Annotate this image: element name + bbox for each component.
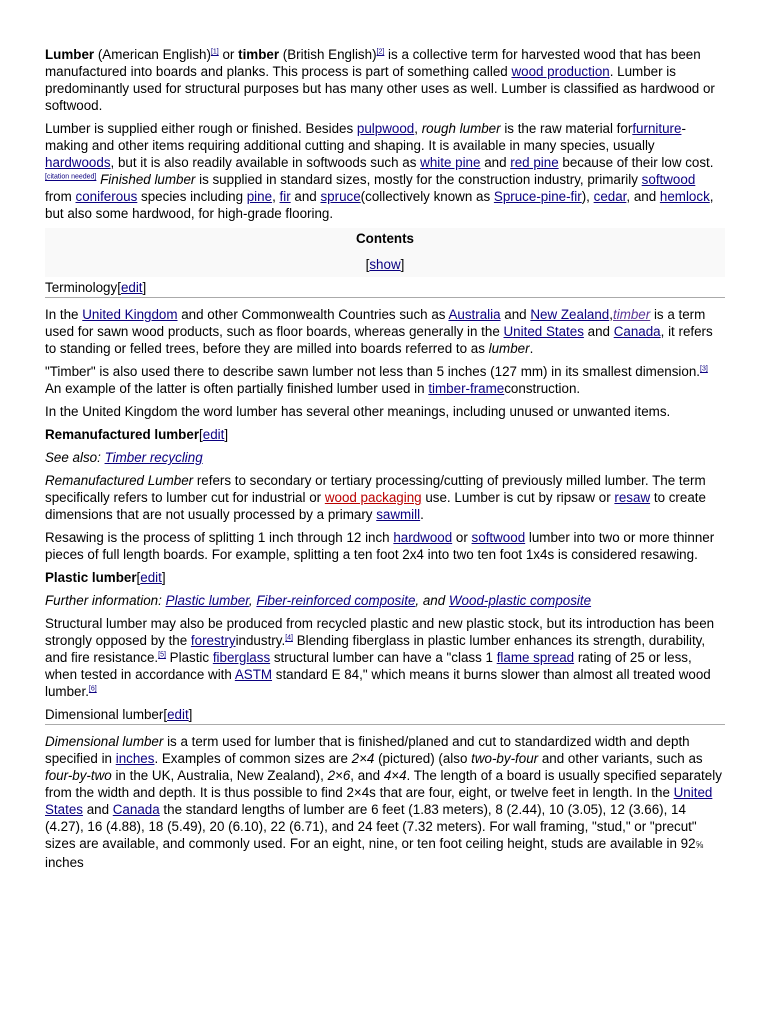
edit-link[interactable]: edit [140, 570, 162, 585]
term-dimensional: Dimensional lumber [45, 734, 164, 749]
text: inches [45, 855, 84, 870]
text: and other variants, such as [538, 751, 703, 766]
dimensional-paragraph-1 [45, 733, 725, 871]
bracket: [ [117, 280, 121, 295]
text: and [583, 324, 614, 339]
ref-3[interactable] [700, 366, 708, 373]
edit-section [199, 427, 228, 442]
link-new-zealand[interactable]: New Zealand [530, 307, 610, 322]
link-furniture[interactable]: furniture [632, 121, 682, 136]
bracket: [ [136, 570, 141, 585]
link-timber[interactable] [613, 307, 650, 322]
edit-link[interactable]: edit [202, 427, 225, 442]
term-lumber-italic: lumber [488, 341, 530, 356]
ref-4-link[interactable]: [4] [285, 634, 293, 642]
fraction: ⅝ [695, 840, 704, 850]
text: , [609, 307, 613, 322]
ref-6-link[interactable]: [6] [88, 685, 97, 693]
ref-4[interactable] [285, 635, 293, 642]
terminology-paragraph-3: In the United Kingdom the word lumber has several other meanings, including unused or unwanted items. [45, 404, 671, 419]
text: use. Lumber is cut by ripsaw or [421, 490, 615, 505]
remanufactured-paragraph-2 [45, 529, 725, 563]
term-remanufactured: Remanufactured Lumber [45, 473, 194, 488]
text: , but it is also readily available in softwoods such as [110, 155, 421, 170]
link-timber-text: timber [613, 307, 651, 322]
text: is supplied in standard sizes, mostly for the construction industry, primarily [195, 172, 642, 187]
link-united-kingdom[interactable]: United Kingdom [82, 307, 178, 322]
edit-section [137, 570, 166, 585]
link-cedar[interactable]: cedar [593, 189, 627, 204]
term-timber: timber [238, 47, 280, 62]
text: in the UK, Australia, New Zealand), [111, 768, 328, 783]
text: In the [45, 307, 83, 322]
text: refers to secondary or tertiary processing/cutting of previously milled lumber. The term specifically refers to lumber cut for industrial or [45, 473, 706, 505]
text: and [82, 802, 113, 817]
text: . Lumber is predominantly used for structural purposes but has many other uses as well. Lumber is classified as hardwood or softwood. [45, 64, 715, 113]
text: . [420, 507, 424, 522]
edit-link[interactable]: edit [120, 280, 143, 295]
link-resaw[interactable]: resaw [614, 490, 651, 505]
term-finished-lumber: Finished lumber [100, 172, 196, 187]
citation-needed-link[interactable]: [citation needed] [45, 173, 97, 181]
link-coniferous[interactable]: coniferous [75, 189, 138, 204]
text: -making and other items requiring additional cutting and shaping. It is available in many species, usually [45, 121, 686, 153]
link-wood-packaging[interactable]: wood packaging [324, 490, 422, 505]
text: and [500, 307, 531, 322]
link-pine[interactable]: pine [246, 189, 273, 204]
text: "Timber" is also used there to describe sawn lumber not less than 5 inches (127 mm) in its smallest dimension. [45, 364, 701, 379]
text: is a term used for sawn wood products, such as floor boards, whereas generally in the [45, 307, 706, 339]
link-canada[interactable]: Canada [613, 324, 661, 339]
link-united-states-2[interactable]: United States [45, 785, 713, 817]
text: (American English) [94, 47, 211, 62]
ref-5[interactable] [158, 652, 166, 659]
separator: , and [415, 593, 449, 608]
link-white-pine[interactable]: white pine [420, 155, 481, 170]
text: Lumber is supplied either rough or finished. Besides [45, 121, 357, 136]
text: Structural lumber may also be produced from recycled plastic and new plastic stock, but its introduction has been strongly opposed by the [45, 616, 715, 648]
link-timber-frame[interactable]: timber-frame [428, 381, 505, 396]
text: (collectively known as [360, 189, 494, 204]
link-timber-recycling[interactable]: Timber recycling [104, 450, 203, 465]
text: and [290, 189, 321, 204]
text: , and [350, 768, 384, 783]
text: Blending fiberglass in plastic lumber enhances its strength, durability, and fire resistance. [45, 633, 706, 665]
text: to create dimensions that are not usually processed by a primary [45, 490, 706, 522]
bracket: ] [161, 570, 166, 585]
link-hemlock[interactable]: hemlock [659, 189, 710, 204]
table-of-contents [45, 228, 725, 277]
see-also-label: See also: [45, 450, 105, 465]
ref-2-link[interactable]: [2] [376, 48, 385, 56]
plastic-paragraph-1 [45, 615, 725, 700]
terminology-paragraph-1 [45, 306, 725, 357]
link-wood-production[interactable]: wood production [511, 64, 610, 79]
text: lumber into two or more thinner pieces of full length boards. For example, splitting a ten foot 2x4 into two ten foot 1x4s is considered resawing. [45, 530, 715, 562]
text: (British English) [279, 47, 377, 62]
bracket: [ [163, 707, 168, 722]
text: , but also some hardwood, for high-grade flooring. [45, 189, 714, 221]
text: . [529, 341, 534, 356]
link-wood-plastic-composite[interactable]: Wood-plastic composite [448, 593, 592, 608]
intro-paragraph-1 [45, 46, 725, 114]
link-fiberglass[interactable]: fiberglass [212, 650, 271, 665]
text: Resawing is the process of splitting 1 inch through 12 inch [45, 530, 394, 545]
link-flame-spread[interactable]: flame spread [496, 650, 575, 665]
text: construction. [504, 381, 581, 396]
link-red-pine[interactable]: red pine [510, 155, 559, 170]
text: rating of 25 or less, when tested in accordance with [45, 650, 692, 682]
link-softwood[interactable]: softwood [641, 172, 696, 187]
further-label: Further information: [45, 593, 166, 608]
term-rough-lumber: rough lumber [421, 121, 501, 136]
term-4x4: 4×4 [383, 768, 407, 783]
text: is a collective term for harvested wood that has been manufactured into boards and planks. This process is part of something called [45, 47, 701, 79]
heading-text: Plastic lumber [45, 570, 137, 585]
text: is a term used for lumber that is finished/planed and cut to standardized width and depth specified in [45, 734, 690, 766]
link-spruce-pine-fir[interactable]: Spruce-pine-fir [493, 189, 582, 204]
bracket: ] [400, 257, 405, 272]
link-softwood-2[interactable]: softwood [471, 530, 526, 545]
link-forestry[interactable]: forestry [190, 633, 236, 648]
text: standard E 84," which means it burns slower than almost all treated wood lumber. [45, 667, 711, 699]
text: species including [137, 189, 247, 204]
toc-show-link[interactable]: show [369, 257, 401, 272]
link-fir[interactable]: fir [279, 189, 291, 204]
toc-toggle [45, 256, 725, 273]
bracket: ] [142, 280, 147, 295]
link-australia[interactable]: Australia [448, 307, 501, 322]
ref-5-link[interactable]: [5] [158, 651, 166, 659]
intro-paragraph-2 [45, 120, 725, 222]
toc-title: Contents [355, 231, 415, 246]
heading-text: Dimensional lumber [45, 707, 164, 722]
text: is the raw material for [500, 121, 633, 136]
ref-3-link[interactable]: [3] [700, 365, 708, 373]
link-canada-2[interactable]: Canada [112, 802, 160, 817]
text: Plastic [165, 650, 213, 665]
text: . Examples of common sizes are [154, 751, 352, 766]
link-pulpwood[interactable]: pulpwood [356, 121, 415, 136]
link-fiber-reinforced-composite[interactable]: Fiber-reinforced composite [256, 593, 416, 608]
ref-6[interactable] [89, 686, 97, 693]
terminology-paragraph-2 [45, 363, 725, 397]
term-2x6: 2×6 [327, 768, 351, 783]
heading-text: Terminology [45, 280, 118, 295]
text: or [218, 47, 239, 62]
link-sawmill[interactable]: sawmill [376, 507, 421, 522]
text: , [272, 189, 280, 204]
text: the standard lengths of lumber are 6 feet (1.83 meters), 8 (2.44), 10 (3.05), 12 (3.66), 14 (4.27), 16 (4.88), 18 (5.49), 20 (6.10), 22 (6.71), and 24 feet (7.32 meters). For wall framing, "stud," or "precut" sizes are available, and commonly used. For an eight, nine, or ten foot ceiling height, studs are available in 92 [45, 802, 697, 851]
text: industry. [235, 633, 286, 648]
citation-needed[interactable] [45, 174, 96, 181]
text: structural lumber can have a "class 1 [270, 650, 497, 665]
text: (pictured) (also [374, 751, 472, 766]
further-information-note [45, 592, 725, 609]
heading-dimensional-lumber [45, 706, 725, 725]
edit-section [163, 707, 192, 722]
term-four-by-two: four-by-two [45, 768, 112, 783]
see-also-note [45, 449, 725, 466]
link-spruce[interactable]: spruce [320, 189, 361, 204]
link-inches[interactable]: inches [115, 751, 155, 766]
term-lumber: Lumber [45, 47, 95, 62]
text: , [414, 121, 422, 136]
text: or [452, 530, 472, 545]
heading-remanufactured-lumber [45, 426, 725, 443]
text: ), [581, 189, 594, 204]
ref-1[interactable] [211, 49, 219, 56]
text: because of their low cost. [558, 155, 714, 170]
heading-text: Remanufactured lumber [45, 427, 200, 442]
link-hardwoods[interactable]: hardwoods [45, 155, 111, 170]
text: and [480, 155, 511, 170]
link-hardwood[interactable]: hardwood [393, 530, 453, 545]
ref-1-link[interactable]: [1] [210, 48, 219, 56]
term-two-by-four: two-by-four [471, 751, 539, 766]
heading-terminology [45, 279, 725, 298]
separator: , [248, 593, 257, 608]
edit-section [117, 280, 146, 295]
remanufactured-paragraph-1 [45, 472, 725, 523]
text: . The length of a board is usually specified separately from the width and depth. It is thus possible to find 2×4s that are four, eight, or twelve feet in length. In the [45, 768, 722, 800]
text: , it refers to standing or felled trees, before they are milled into boards referred to as [45, 324, 713, 356]
text: , and [626, 189, 660, 204]
edit-link[interactable]: edit [167, 707, 189, 722]
article-body [45, 46, 725, 877]
link-astm[interactable]: ASTM [234, 667, 273, 682]
bracket: [ [199, 427, 203, 442]
link-united-states[interactable]: United States [503, 324, 584, 339]
bracket: ] [224, 427, 229, 442]
bracket: ] [188, 707, 193, 722]
text: and other Commonwealth Countries such as [177, 307, 449, 322]
bracket: [ [365, 257, 370, 272]
text: from [45, 189, 76, 204]
term-2x4: 2×4 [351, 751, 375, 766]
heading-plastic-lumber [45, 569, 725, 586]
text: An example of the latter is often partially finished lumber used in [45, 381, 429, 396]
link-plastic-lumber[interactable]: Plastic lumber [165, 593, 249, 608]
